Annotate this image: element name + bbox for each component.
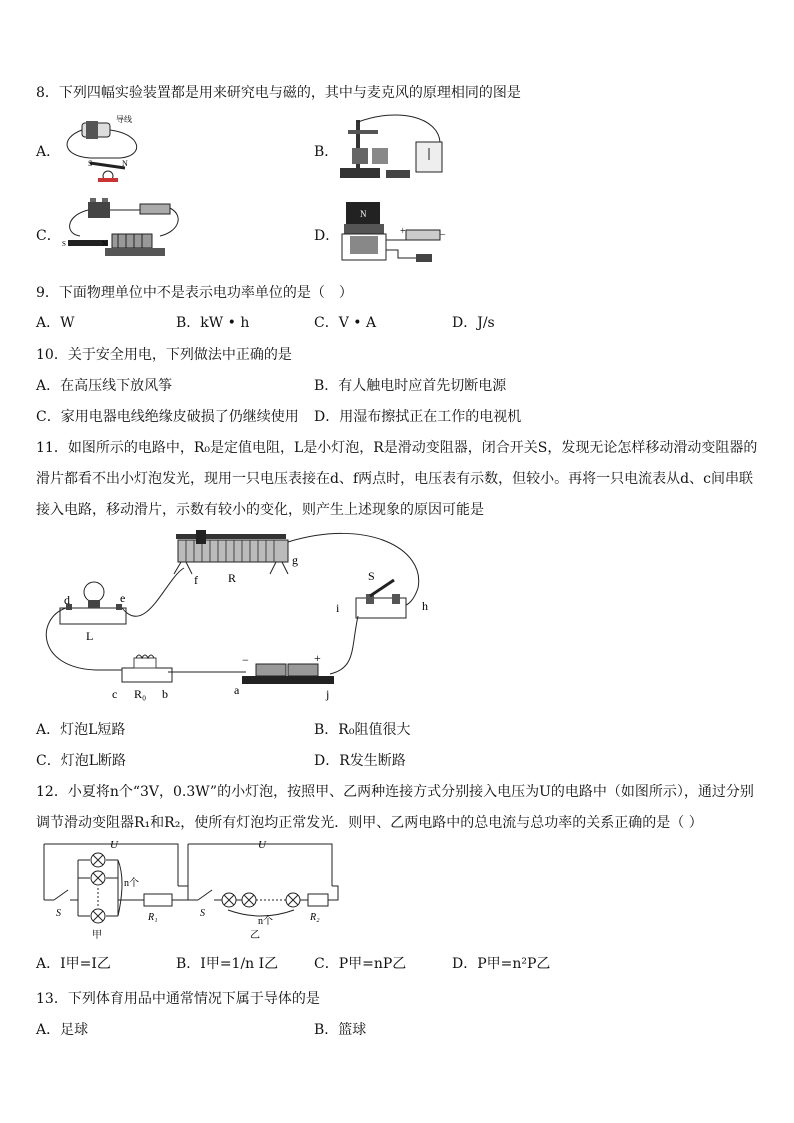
q13-option-b[interactable]: B．篮球: [314, 1022, 367, 1038]
q9-stem: 9．下面物理单位中不是表示电功率单位的是（ ）: [36, 285, 353, 301]
q9-option-c[interactable]: C．V • A: [314, 315, 377, 331]
q11-option-b[interactable]: B．R₀阻值很大: [314, 722, 411, 738]
q10-option-a[interactable]: A．在高压线下放风筝: [36, 378, 173, 394]
q12-option-d[interactable]: D．P甲=n²P乙: [452, 956, 551, 972]
svg-text:R₂: R₂: [310, 912, 320, 923]
q12-circuits-figure: [38, 836, 342, 944]
svg-text:f: f: [194, 573, 198, 587]
svg-text:S: S: [368, 569, 375, 583]
svg-text:R₀: R₀: [134, 687, 147, 701]
q8-option-a[interactable]: A．: [36, 144, 61, 160]
q12-line-1: 12．小夏将n个“3V，0.3W”的小灯泡，按照甲、乙两种连接方式分别接入电压为U的电路中（如图所示），通过分别: [36, 784, 754, 800]
svg-text:e: e: [120, 591, 126, 605]
svg-text:甲: 甲: [92, 930, 102, 941]
svg-text:c: c: [112, 687, 118, 701]
q11-line-2: 滑片都看不出小灯泡发光，现用一只电压表接在d、f两点时，电压表有示数，但较小。再将一只电流表从d、c间串联: [36, 471, 753, 487]
svg-text:L: L: [86, 629, 94, 643]
q12-option-a[interactable]: A．I甲=I乙: [36, 956, 111, 972]
q9-option-a[interactable]: A．W: [36, 315, 75, 331]
q13-option-a[interactable]: A．足球: [36, 1022, 89, 1038]
svg-text:N: N: [360, 209, 367, 219]
q8-option-c[interactable]: C．: [36, 228, 61, 244]
svg-text:j: j: [326, 687, 330, 701]
q11-circuit-figure: [36, 528, 446, 706]
q12-option-b[interactable]: B．I甲=1/n I乙: [176, 956, 279, 972]
q8-figure-c: [60, 196, 182, 268]
q12-option-c[interactable]: C．P甲=nP乙: [314, 956, 407, 972]
svg-text:−: −: [440, 230, 446, 241]
svg-text:b: b: [162, 687, 168, 701]
svg-text:U: U: [110, 839, 118, 851]
q10-stem: 10．关于安全用电，下列做法中正确的是: [36, 347, 292, 363]
svg-text:S: S: [62, 240, 66, 248]
svg-text:N: N: [122, 159, 128, 168]
q8-option-d[interactable]: D．: [314, 228, 340, 244]
q8-stem: 8．下列四幅实验装置都是用来研究电与磁的，其中与麦克风的原理相同的图是: [36, 85, 521, 101]
svg-text:S: S: [200, 908, 205, 919]
svg-text:i: i: [336, 601, 340, 615]
svg-text:R: R: [228, 571, 237, 585]
svg-text:+: +: [314, 651, 321, 665]
q10-option-c[interactable]: C．家用电器电线绝缘皮破损了仍继续使用: [36, 409, 299, 425]
q11-option-c[interactable]: C．灯泡L断路: [36, 753, 127, 769]
svg-text:g: g: [292, 553, 298, 567]
svg-text:−: −: [242, 653, 249, 667]
svg-text:U: U: [258, 839, 266, 851]
svg-text:h: h: [422, 599, 428, 613]
svg-text:a: a: [234, 683, 240, 697]
svg-text:导线: 导线: [116, 115, 132, 124]
q8-figure-b: [338, 112, 446, 184]
svg-text:N: N: [102, 240, 108, 248]
svg-text:+: +: [400, 226, 406, 237]
svg-text:S: S: [56, 908, 61, 919]
svg-text:乙: 乙: [250, 930, 260, 941]
q9-option-d[interactable]: D．J/s: [452, 315, 495, 331]
q11-option-d[interactable]: D．R发生断路: [314, 753, 406, 769]
q12-line-2: 调节滑动变阻器R₁和R₂，使所有灯泡均正常发光．则甲、乙两电路中的总电流与总功率的关系正确的是（ ）: [36, 815, 703, 831]
q11-line-1: 11．如图所示的电路中，R₀是定值电阻，L是小灯泡，R是滑动变阻器，闭合开关S，发现无论怎样移动滑动变阻器的: [36, 440, 758, 456]
q10-option-b[interactable]: B．有人触电时应首先切断电源: [314, 378, 507, 394]
q10-option-d[interactable]: D．用湿布擦拭正在工作的电视机: [314, 409, 522, 425]
q9-option-b[interactable]: B．kW • h: [176, 315, 250, 331]
q11-option-a[interactable]: A．灯泡L短路: [36, 722, 126, 738]
q8-figure-a: [60, 108, 152, 188]
svg-text:S: S: [88, 159, 93, 168]
q11-line-3: 接入电路，移动滑片，示数有较小的变化，则产生上述现象的原因可能是: [36, 502, 484, 518]
svg-text:d: d: [64, 593, 70, 607]
svg-text:n个: n个: [258, 916, 273, 927]
q8-option-b[interactable]: B．: [314, 144, 339, 160]
q13-stem: 13．下列体育用品中通常情况下属于导体的是: [36, 991, 320, 1007]
q8-figure-d: [338, 196, 450, 268]
svg-text:n个: n个: [124, 878, 139, 889]
svg-text:R₁: R₁: [148, 912, 158, 923]
